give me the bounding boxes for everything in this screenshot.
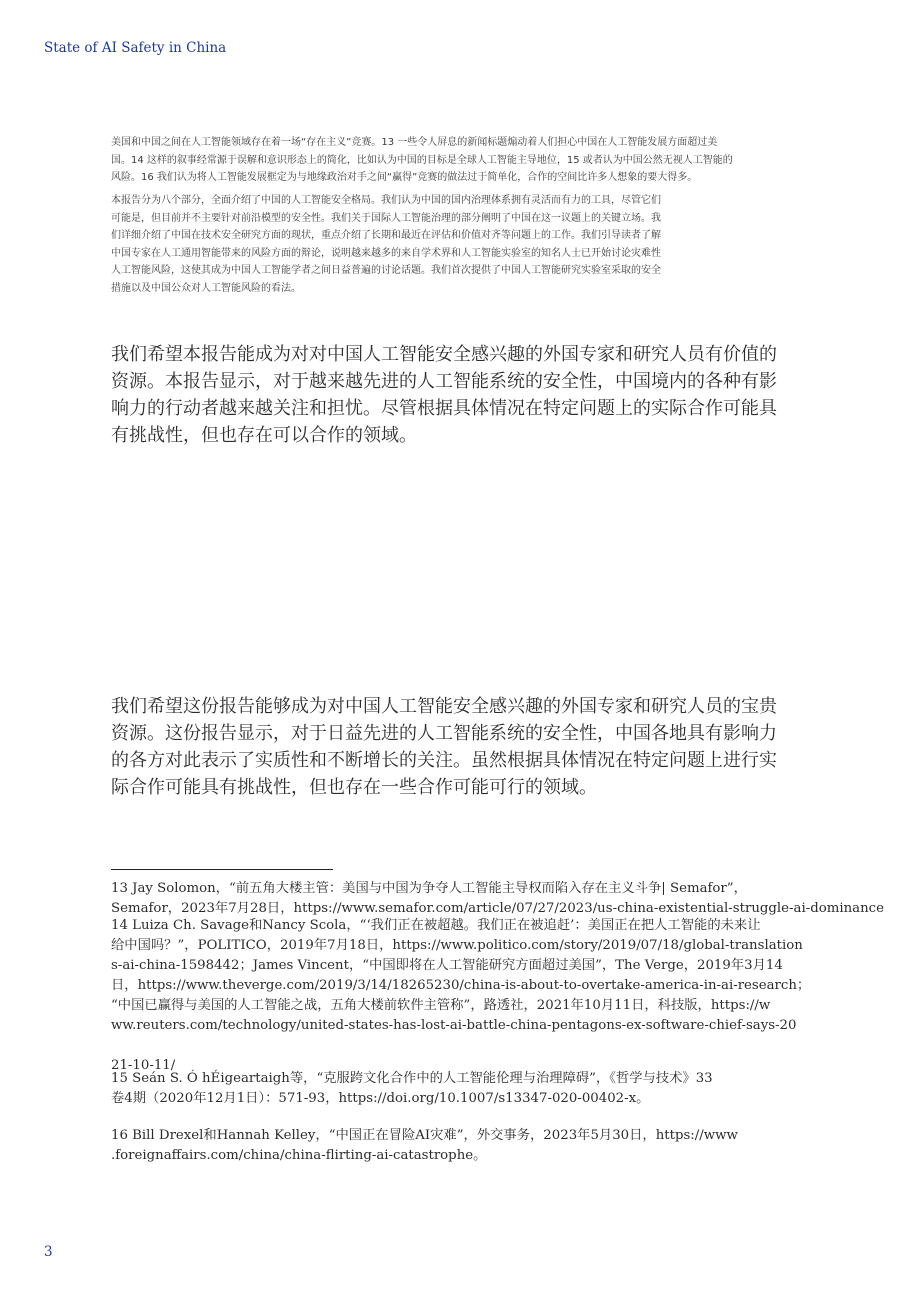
- body-paragraph-overview: 本报告分为八个部分，全面介绍了中国的人工智能安全格局。我们认为中国的国内治理体系拥有灵活而有力的工具，尽管它们 可能是，但目前并不主要针对前沿模型的安全性。我们关于国际人工智能治理的部分阐明了中国在这一议题上的关键立场。我 们详细介绍了中国在技术安全研究方面的现状，重点介绍了长期和最近在评估和价值对齐等问题上的工作。我们引导读者了解 中国专家在人工通用智能带来的风险方面的辩论，说明越来越多的来自学术界和人工智能实验室的知名人士已开始讨论灾难性 人工智能风险，这使其成为中国人工智能学者之间日益普遍的讨论话题。我们首次提供了中国人工智能研究实验室采取的安全 措施以及中国公众对人工智能风险的看法。: [111, 195, 661, 294]
- body-paragraph-race: 美国和中国之间在人工智能领域存在着一场“存在主义”竞赛。13 一些令人屏息的新闻标题煽动着人们担心中国在人工智能发展方面超过美 国。14 这样的叙事经常源于误解和意识形态上的简化，比如认为中国的目标是全球人工智能主导地位，15 或者认为中国公然无视人工智能的 风险。16 我们认为将人工智能发展框定为与地缘政治对手之间“赢得”竞赛的做法过于简单化，合作的空间比许多人想象的要大得多。: [111, 137, 733, 183]
- highlight-paragraph-2: 我们希望这份报告能够成为对中国人工智能安全感兴趣的外国专家和研究人员的宝贵 资源。这份报告显示，对于日益先进的人工智能系统的安全性，中国各地具有影响力 的各方对此表示了实质性和不断增长的关注。虽然根据具体情况在特定问题上进行实 际合作可能具有挑战性，但也存在一些合作可能可行的领域。: [111, 696, 777, 798]
- footnote-14: 14 Luiza Ch. Savage和Nancy Scola，“‘我们正在被超越。我们正在被追赶’：美国正在把人工智能的未来让 给中国吗？”，POLITICO，2019年7月18日，https://www.politico.com/story/2019/07/18/global-translation s-ai-china-1598442；James Vincent，“中国即将在人工智能研究方面超过美国”，The Verge，2019年3月14 日，https://www.theverge.com/2019/3/14/18265230/china-is-about-to-overtake-america-in-ai-research； “中国已赢得与美国的人工智能之战，五角大楼前软件主管称”，路透社，2021年10月11日，科技版，https://w ww.reuters.com/technology/united-states-has-lost-ai-battle-china-pentagons-ex-software-chief-says-20 21-10-11/: [111, 918, 811, 1073]
- running-header-title: State of AI Safety in China: [44, 40, 227, 56]
- highlight-paragraph-1: 我们希望本报告能成为对对中国人工智能安全感兴趣的外国专家和研究人员有价值的 资源。本报告显示，对于越来越先进的人工智能系统的安全性，中国境内的各种有影 响力的行动者越来越关注和担忧。尽管根据具体情况在特定问题上的实际合作可能具 有挑战性，但也存在可以合作的领域。: [111, 344, 777, 446]
- page-number: 3: [44, 1244, 53, 1260]
- footnote-15: 15 Seán S. Ó hÉigeartaigh等，“克服跨文化合作中的人工智能伦理与治理障碍”，《哲学与技术》33 卷4期（2020年12月1日）：571-93，https://doi.org/10.1007/s13347-020-00402-x。: [111, 1071, 713, 1106]
- footnote-13: 13 Jay Solomon，“前五角大楼主管：美国与中国为争夺人工智能主导权而陷入存在主义斗争| Semafor”， Semafor，2023年7月28日，https://www.semafor.com/article/07/27/2023/us-china-existential-struggle-ai-dominance: [111, 881, 884, 916]
- footnote-separator: [111, 869, 333, 870]
- footnote-16: 16 Bill Drexel和Hannah Kelley，“中国正在冒险AI灾难”，外交事务，2023年5月30日，https://www .foreignaffairs.com/china/china-flirting-ai-catastrophe。: [111, 1128, 738, 1163]
